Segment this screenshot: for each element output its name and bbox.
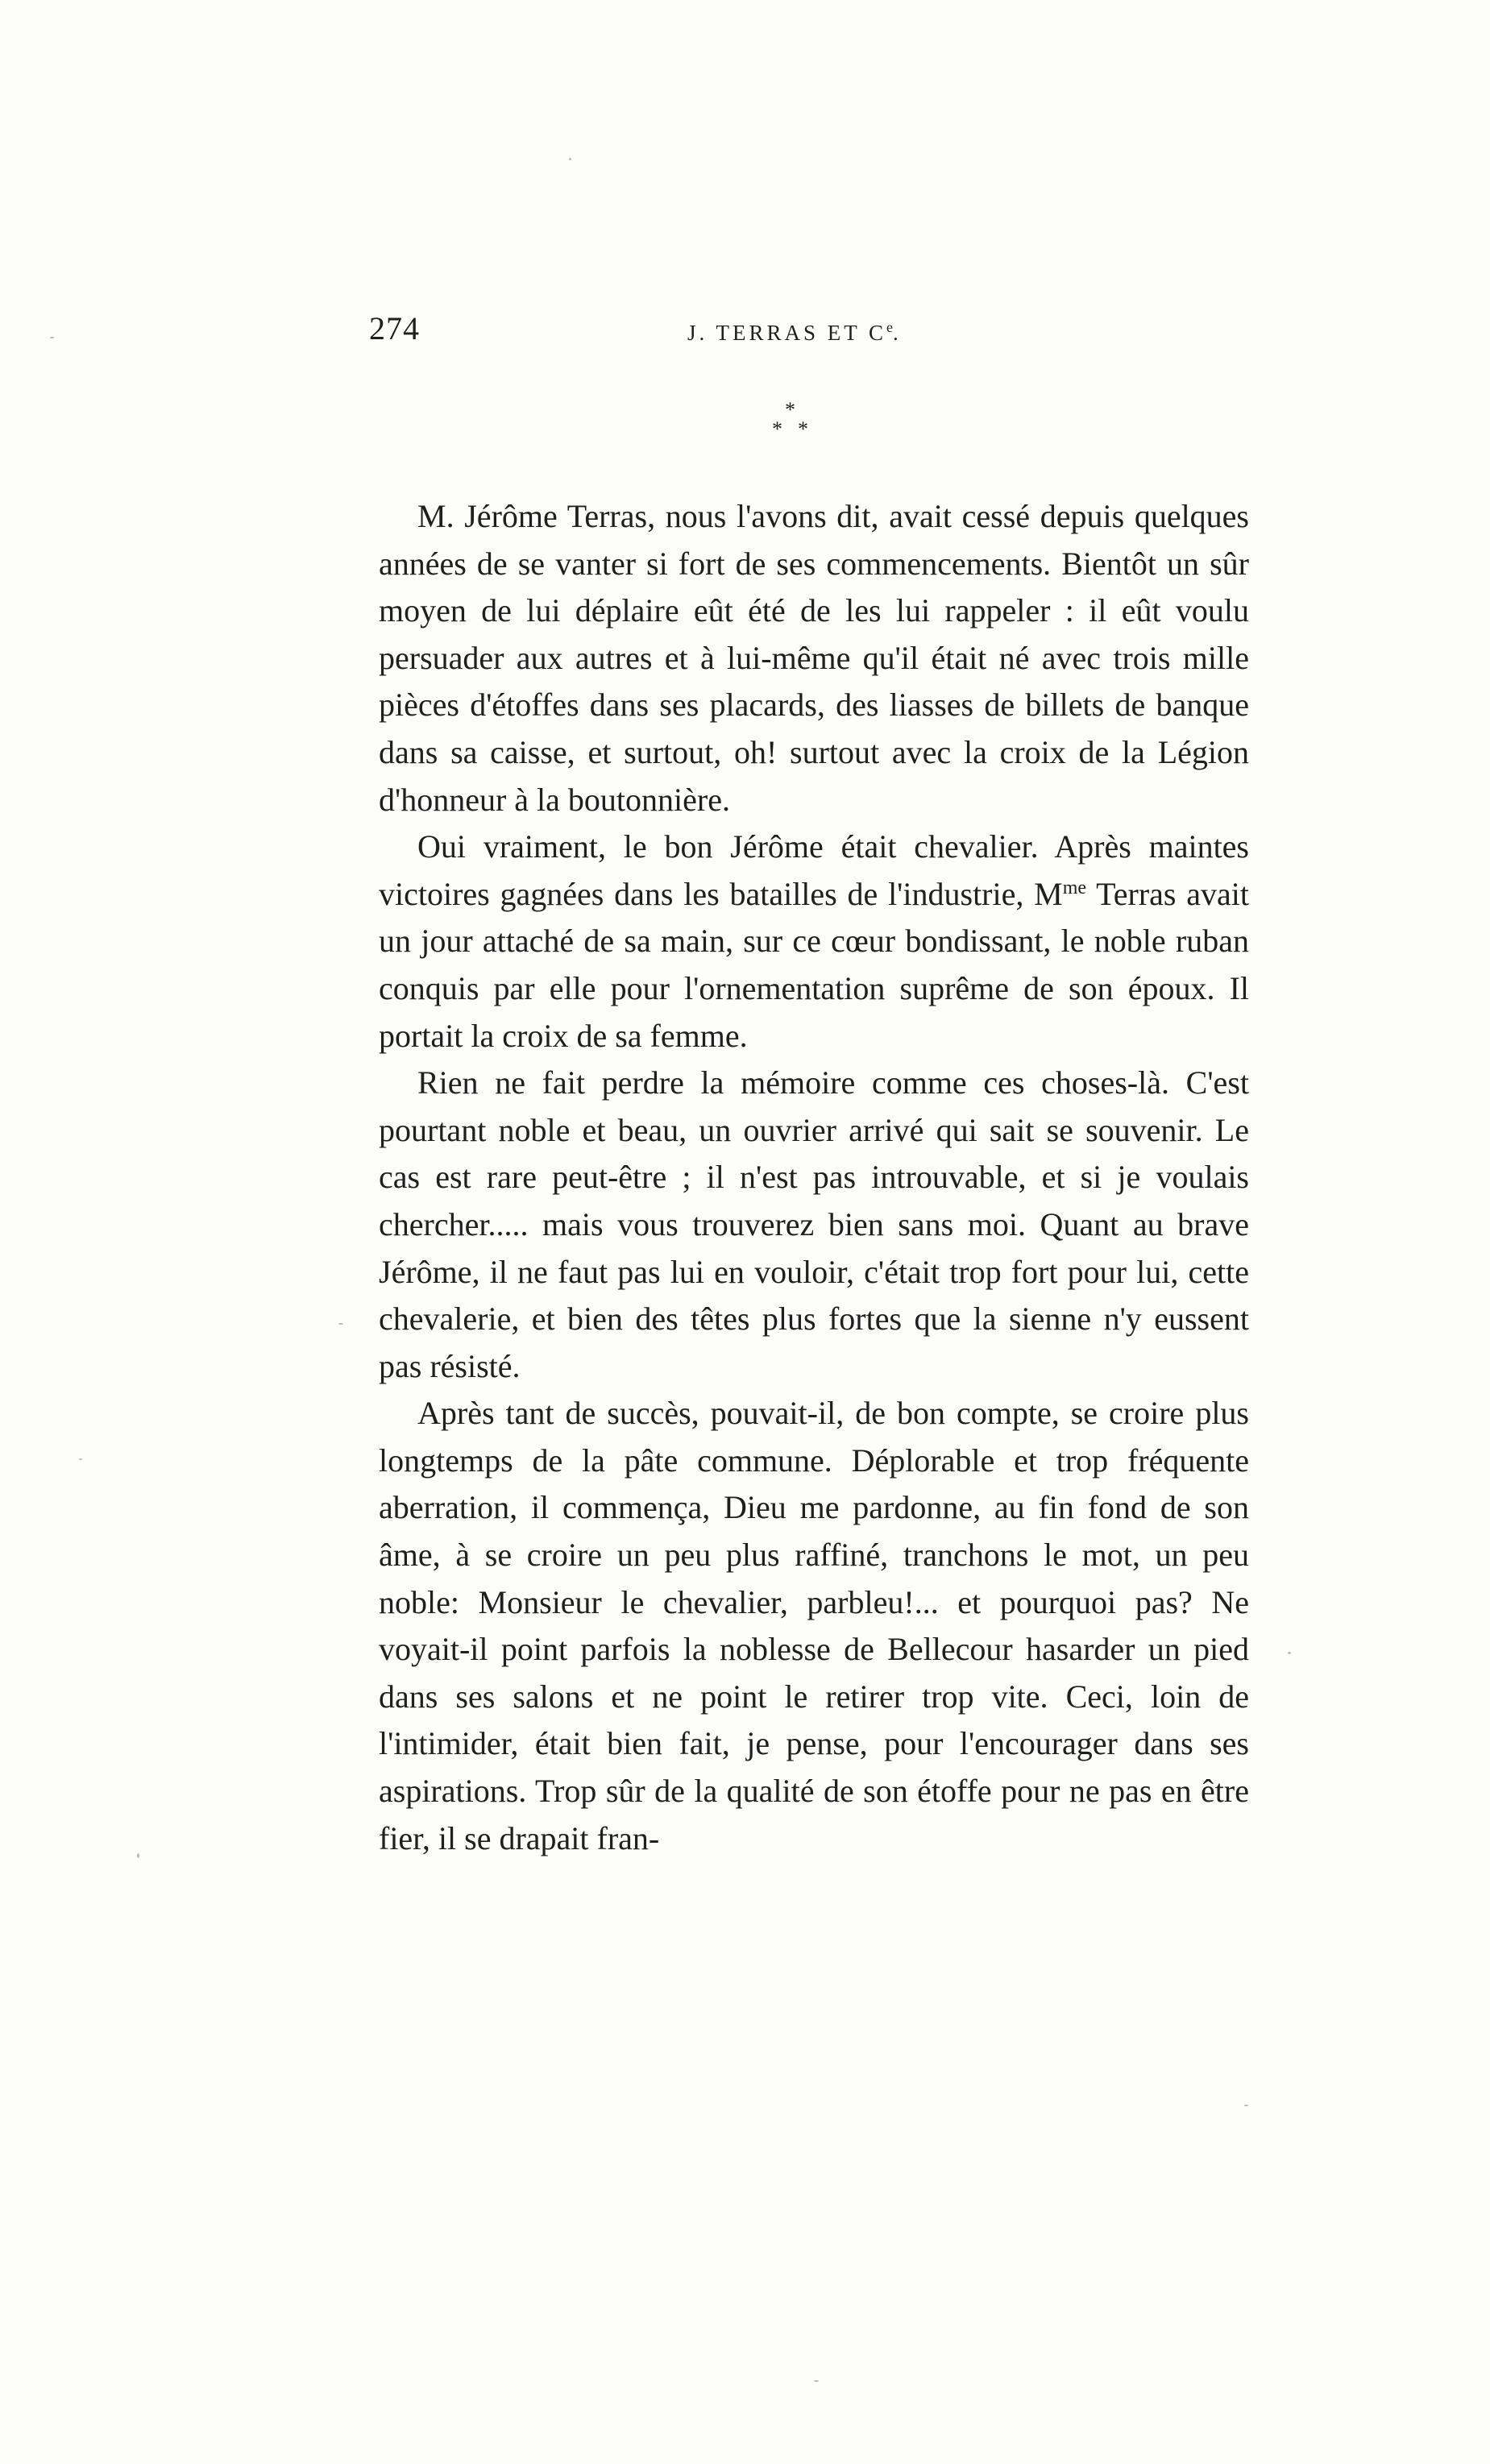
running-title-period: . [893,321,902,345]
paper-speck [814,2380,819,2382]
paragraph-2 [379,823,1249,1060]
paragraph-2-text-a: Oui vraiment, le bon Jérôme était chevalier. Après maintes victoires gagnées dans les batailles de l'industrie, M [379,828,1249,912]
paper-speck [1288,1652,1291,1654]
paper-speck [1244,2105,1248,2106]
paragraph-3 [379,1060,1249,1390]
page-number: 274 [369,310,420,346]
asterism-ornament [766,400,830,448]
paragraph-2-text-b: Terras avait un jour attaché de sa main, sur ce cœur bondissant, le noble ruban conquis par elle pour l'ornementation suprême de son époux. Il portait la croix de sa femme. [379,875,1250,1054]
paper-speck [137,1853,139,1858]
running-title-superscript: e [886,319,894,335]
paper-speck [338,1323,343,1325]
paragraph-2-superscript: me [1062,877,1087,898]
paper-speck [569,158,571,160]
paper-speck [50,337,54,338]
paragraph-1 [379,493,1249,823]
paragraph-4-text: Après tant de succès, pouvait-il, de bon compte, se croire plus longtemps de la pâte commune. Déplorable et trop fréquente aberration, il commença, Dieu me pardonne, au fin fond de son âme, à se croire un peu plus raffiné, tranchons le mot, un peu noble: Monsieur le chevalier, parbleu!... et pourquoi pas? Ne voyait-il point parfois la noblesse de Bellecour hasarder un pied dans ses salons et ne point le retirer trop vite. Ceci, loin de l'intimider, était bien fait, je pense, pour l'encourager dans ses aspirations. Trop sûr de la qualité de son étoffe pour ne pas en être fier, il se drapait fran- [379,1395,1249,1856]
running-title [687,319,902,346]
body-text [379,493,1249,1862]
asterism-star-right: * [798,417,808,441]
asterism-star-top: * [785,398,795,421]
page-header [369,309,1239,358]
paragraph-3-text: Rien ne fait perdre la mémoire comme ces choses-là. C'est pourtant noble et beau, un ouvrier arrivé qui sait se souvenir. Le cas est rare peut-être ; il n'est pas introuvable, et si je voulais chercher..... mais vous trouverez bien sans moi. Quant au brave Jérôme, il ne faut pas lui en vouloir, c'était trop fort pour lui, cette chevalerie, et bien des têtes plus fortes que la sienne n'y eussent pas résisté. [379,1064,1249,1384]
running-title-text: J. TERRAS ET C [687,321,887,345]
paragraph-1-text: M. Jérôme Terras, nous l'avons dit, avait cessé depuis quelques années de se vanter si fort de ses commencements. Bientôt un sûr moyen de lui déplaire eût été de les lui rappeler : il eût voulu persuader aux autres et à lui-même qu'il était né avec trois mille pièces d'étoffes dans ses placards, des liasses de billets de banque dans sa caisse, et surtout, oh! surtout avec la croix de la Légion d'honneur à la boutonnière. [379,498,1249,818]
asterism-star-left: * [772,417,782,441]
paper-speck [79,1458,82,1460]
paragraph-4 [379,1390,1249,1862]
